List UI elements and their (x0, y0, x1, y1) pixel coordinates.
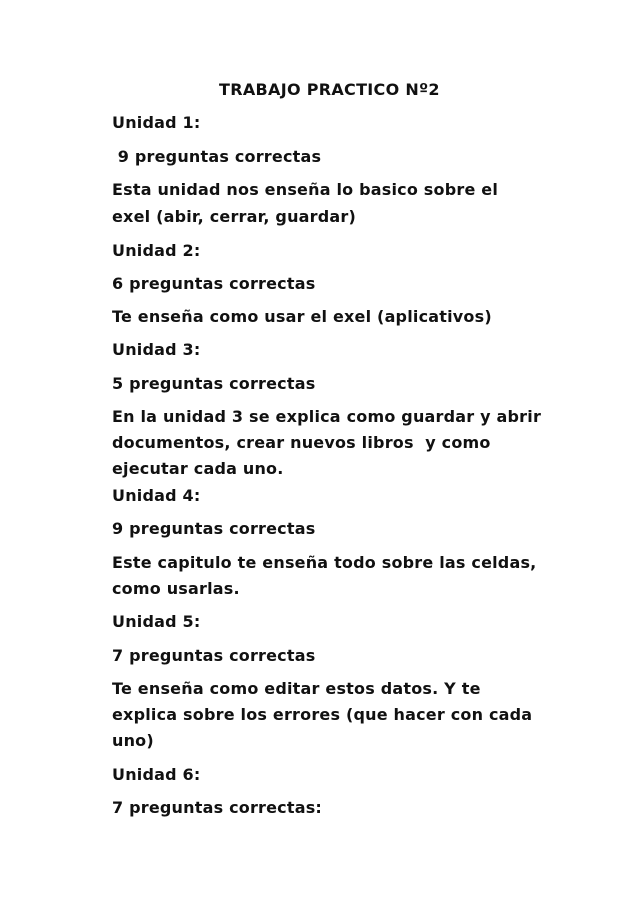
unit-3-description-line-3: ejecutar cada uno. (112, 459, 284, 478)
unit-4-score: 9 preguntas correctas (112, 519, 316, 538)
unit-5-description-line-1: Te enseña como editar estos datos. Y te (112, 679, 481, 698)
unit-4-description-line-2: como usarlas. (112, 579, 240, 598)
unit-5-description-line-2: explica sobre los errores (que hacer con cada (112, 705, 533, 724)
unit-3-description-line-2: documentos, crear nuevos libros y como (112, 433, 491, 452)
unit-2-description: Te enseña como usar el exel (aplicativos) (112, 307, 492, 326)
unit-3-description-line-1: En la unidad 3 se explica como guardar y abrir (112, 407, 542, 426)
unit-6-heading: Unidad 6: (112, 765, 201, 784)
unit-5-score: 7 preguntas correctas (112, 646, 316, 665)
unit-3-heading: Unidad 3: (112, 340, 201, 359)
unit-1-description-line-2: exel (abir, cerrar, guardar) (112, 207, 356, 226)
unit-1-description-line-1: Esta unidad nos enseña lo basico sobre el (112, 180, 499, 199)
unit-2-score: 6 preguntas correctas (112, 274, 316, 293)
unit-6-score: 7 preguntas correctas: (112, 798, 323, 817)
unit-4-description-line-1: Este capitulo te enseña todo sobre las celdas, (112, 553, 537, 572)
unit-2-heading: Unidad 2: (112, 241, 201, 260)
unit-1-score: 9 preguntas correctas (112, 147, 322, 166)
unit-1-heading: Unidad 1: (112, 113, 201, 132)
unit-5-heading: Unidad 5: (112, 612, 201, 631)
unit-4-heading: Unidad 4: (112, 486, 201, 505)
document-title: TRABAJO PRACTICO Nº2 (219, 80, 440, 99)
unit-5-description-line-3: uno) (112, 731, 154, 750)
unit-3-score: 5 preguntas correctas (112, 374, 316, 393)
